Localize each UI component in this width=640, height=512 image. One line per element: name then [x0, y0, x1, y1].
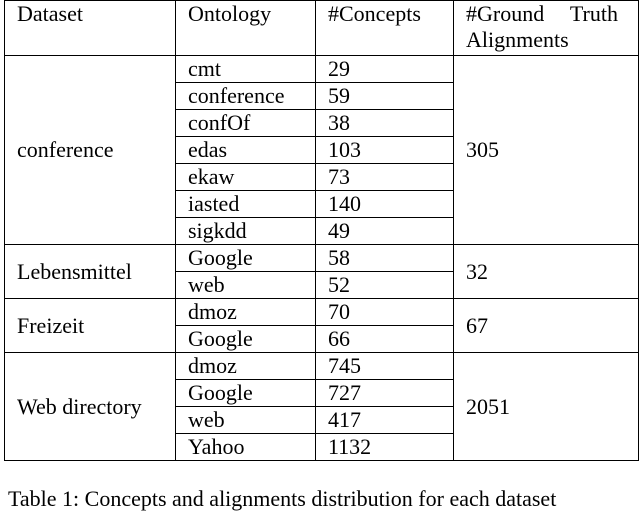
concepts-cell: 103: [316, 137, 454, 164]
ontology-cell: confOf: [176, 110, 316, 137]
table-caption: Table 1: Concepts and alignments distribution for each dataset: [8, 486, 557, 511]
ontology-cell: Google: [176, 326, 316, 353]
concepts-cell: 58: [316, 245, 454, 272]
concepts-cell: 49: [316, 218, 454, 245]
table-row: [5, 56, 639, 83]
dataset-cell: Web directory: [5, 353, 176, 461]
ontology-cell: web: [176, 272, 316, 299]
ontology-cell: dmoz: [176, 353, 316, 380]
alignments-cell: 67: [454, 299, 639, 353]
ontology-table: [4, 0, 639, 461]
concepts-cell: 727: [316, 380, 454, 407]
ontology-cell: dmoz: [176, 299, 316, 326]
header-concepts: #Concepts: [316, 1, 454, 56]
alignments-cell: 305: [454, 56, 639, 245]
header-ontology: Ontology: [176, 1, 316, 56]
dataset-cell: conference: [5, 56, 176, 245]
ontology-cell: conference: [176, 83, 316, 110]
ontology-cell: cmt: [176, 56, 316, 83]
header-alignments: [454, 1, 639, 56]
header-alignments-line2: Alignments: [466, 27, 569, 52]
header-alignments-line1: #Ground Truth: [466, 1, 618, 26]
ontology-cell: Google: [176, 245, 316, 272]
concepts-cell: 1132: [316, 434, 454, 461]
concepts-cell: 52: [316, 272, 454, 299]
ontology-cell: iasted: [176, 191, 316, 218]
concepts-cell: 417: [316, 407, 454, 434]
table-row: [5, 245, 639, 272]
ontology-cell: edas: [176, 137, 316, 164]
concepts-cell: 70: [316, 299, 454, 326]
concepts-cell: 66: [316, 326, 454, 353]
dataset-cell: Lebensmittel: [5, 245, 176, 299]
concepts-cell: 38: [316, 110, 454, 137]
concepts-cell: 745: [316, 353, 454, 380]
concepts-cell: 29: [316, 56, 454, 83]
header-dataset: Dataset: [5, 1, 176, 56]
ontology-cell: web: [176, 407, 316, 434]
alignments-cell: 32: [454, 245, 639, 299]
alignments-cell: 2051: [454, 353, 639, 461]
header-row: [5, 1, 639, 56]
ontology-cell: Yahoo: [176, 434, 316, 461]
concepts-cell: 140: [316, 191, 454, 218]
concepts-cell: 73: [316, 164, 454, 191]
ontology-cell: ekaw: [176, 164, 316, 191]
table-row: [5, 299, 639, 326]
ontology-cell: sigkdd: [176, 218, 316, 245]
concepts-cell: 59: [316, 83, 454, 110]
ontology-cell: Google: [176, 380, 316, 407]
dataset-cell: Freizeit: [5, 299, 176, 353]
table-row: [5, 353, 639, 380]
